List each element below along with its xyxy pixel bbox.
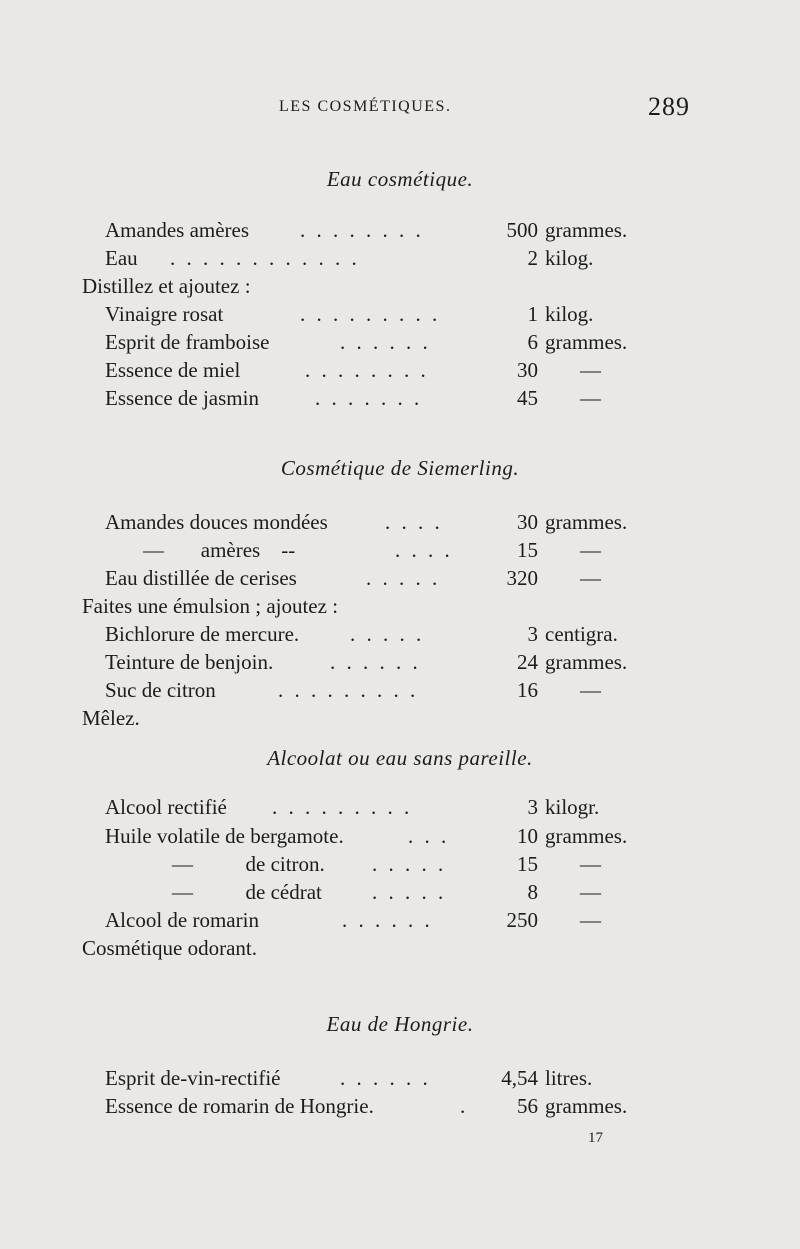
recipe-instruction [0, 594, 800, 624]
instruction-text: Cosmétique odorant. [82, 936, 257, 960]
ingredient-quantity: 3 [527, 795, 538, 819]
ingredient-quantity: 8 [527, 880, 538, 904]
recipe-line [0, 678, 800, 708]
instruction-text: Mêlez. [82, 706, 140, 730]
ingredient-unit: kilogr. [545, 795, 600, 819]
ingredient-name: Teinture de benjoin. [105, 650, 274, 674]
ingredient-unit: — [580, 538, 601, 562]
ingredient-quantity: 6 [527, 330, 538, 354]
ingredient-name: Esprit de framboise [105, 330, 270, 354]
ingredient-quantity: 10 [517, 824, 538, 848]
ingredient-name: Eau distillée de cerises [105, 566, 297, 590]
ingredient-quantity: 56 [517, 1094, 538, 1118]
ingredient-unit: — [580, 566, 601, 590]
ingredient-unit: kilog. [545, 302, 594, 326]
leader-dots: . . . . . . . . [300, 218, 424, 242]
ingredient-name: — amères -- [143, 538, 296, 562]
leader-dots: . . . . . . . [315, 386, 423, 410]
recipe-line [0, 330, 800, 360]
ingredient-unit: — [580, 908, 601, 932]
recipe-line [0, 622, 800, 652]
section-title: Eau cosmétique. [326, 167, 474, 191]
recipe-line [0, 566, 800, 596]
ingredient-name: Esprit de-vin-rectifié [105, 1066, 281, 1090]
ingredient-name: Alcool rectifié [105, 795, 227, 819]
ingredient-quantity: 15 [517, 852, 538, 876]
recipe-line [0, 358, 800, 388]
leader-dots: . . . . . . . . . [272, 795, 413, 819]
leader-dots: . . . . . . . . . . . . [170, 246, 360, 270]
recipe-line [0, 908, 800, 938]
leader-dots: . . . . [385, 510, 443, 534]
ingredient-quantity: 1 [527, 302, 538, 326]
recipe-line [0, 852, 800, 882]
ingredient-unit: grammes. [545, 824, 628, 848]
ingredient-unit: — [580, 678, 601, 702]
ingredient-name: Eau [105, 246, 138, 270]
ingredient-quantity: 250 [506, 908, 538, 932]
recipe-line [0, 650, 800, 680]
recipe-line [0, 1094, 800, 1124]
recipe-instruction [0, 274, 800, 304]
ingredient-quantity: 45 [517, 386, 538, 410]
recipe-line [0, 538, 800, 568]
leader-dots: . [460, 1094, 469, 1118]
leader-dots: . . . . . [350, 622, 425, 646]
leader-dots: . . . . . . [340, 330, 431, 354]
ingredient-unit: kilog. [545, 246, 594, 270]
ingredient-unit: — [580, 386, 601, 410]
section-title: Alcoolat ou eau sans pareille. [267, 746, 533, 770]
recipe-line [0, 386, 800, 416]
leader-dots: . . . . . . . . [305, 358, 429, 382]
leader-dots: . . . . . [366, 566, 441, 590]
recipe-instruction [0, 706, 800, 736]
recipe-instruction [0, 936, 800, 966]
recipe-line [0, 218, 800, 248]
page-number: 289 [648, 92, 690, 121]
ingredient-name: Alcool de romarin [105, 908, 259, 932]
recipe-line [0, 824, 800, 854]
ingredient-quantity: 320 [506, 566, 538, 590]
ingredient-name: Essence de romarin de Hongrie. [105, 1094, 374, 1118]
ingredient-unit: — [580, 852, 601, 876]
recipe-line [0, 302, 800, 332]
recipe-line [0, 795, 800, 825]
ingredient-name: — de citron. [172, 852, 325, 876]
ingredient-quantity: 3 [527, 622, 538, 646]
ingredient-unit: — [580, 358, 601, 382]
leader-dots: . . . . . . . . . [278, 678, 419, 702]
ingredient-name: Huile volatile de bergamote. [105, 824, 344, 848]
ingredient-unit: grammes. [545, 330, 628, 354]
ingredient-quantity: 15 [517, 538, 538, 562]
instruction-text: Faites une émulsion ; ajoutez : [82, 594, 339, 618]
leader-dots: . . . . [395, 538, 453, 562]
instruction-text: Distillez et ajoutez : [82, 274, 251, 298]
leader-dots: . . . . . [372, 880, 447, 904]
ingredient-quantity: 2 [527, 246, 538, 270]
ingredient-quantity: 4,54 [501, 1066, 538, 1090]
ingredient-unit: centigra. [545, 622, 618, 646]
page-header [0, 92, 800, 132]
ingredient-quantity: 24 [517, 650, 538, 674]
leader-dots: . . . . . . [340, 1066, 431, 1090]
ingredient-name: Amandes amères [105, 218, 250, 242]
recipe-line [0, 246, 800, 276]
leader-dots: . . . . . . [342, 908, 433, 932]
ingredient-quantity: 30 [517, 510, 538, 534]
ingredient-unit: grammes. [545, 218, 628, 242]
ingredient-name: Suc de citron [105, 678, 216, 702]
ingredient-name: Essence de miel [105, 358, 241, 382]
leader-dots: . . . . . [372, 852, 447, 876]
running-title: LES COSMÉTIQUES. [279, 98, 452, 115]
ingredient-quantity: 500 [506, 218, 538, 242]
leader-dots: . . . . . . . . . [300, 302, 441, 326]
ingredient-name: Bichlorure de mercure. [105, 622, 300, 646]
section-title: Cosmétique de Siemerling. [280, 456, 520, 480]
ingredient-name: — de cédrat [172, 880, 322, 904]
leader-dots: . . . [408, 824, 450, 848]
recipe-line [0, 510, 800, 540]
ingredient-unit: grammes. [545, 510, 628, 534]
ingredient-unit: litres. [545, 1066, 593, 1090]
printer-signature-mark: 17 [588, 1130, 603, 1146]
ingredient-name: Amandes douces mondées [105, 510, 328, 534]
ingredient-unit: grammes. [545, 650, 628, 674]
recipe-line [0, 1066, 800, 1096]
ingredient-unit: grammes. [545, 1094, 628, 1118]
ingredient-name: Essence de jasmin [105, 386, 259, 410]
leader-dots: . . . . . . [330, 650, 421, 674]
section-title: Eau de Hongrie. [326, 1012, 474, 1036]
ingredient-quantity: 30 [517, 358, 538, 382]
ingredient-unit: — [580, 880, 601, 904]
ingredient-quantity: 16 [517, 678, 538, 702]
ingredient-name: Vinaigre rosat [105, 302, 224, 326]
recipe-line [0, 880, 800, 910]
